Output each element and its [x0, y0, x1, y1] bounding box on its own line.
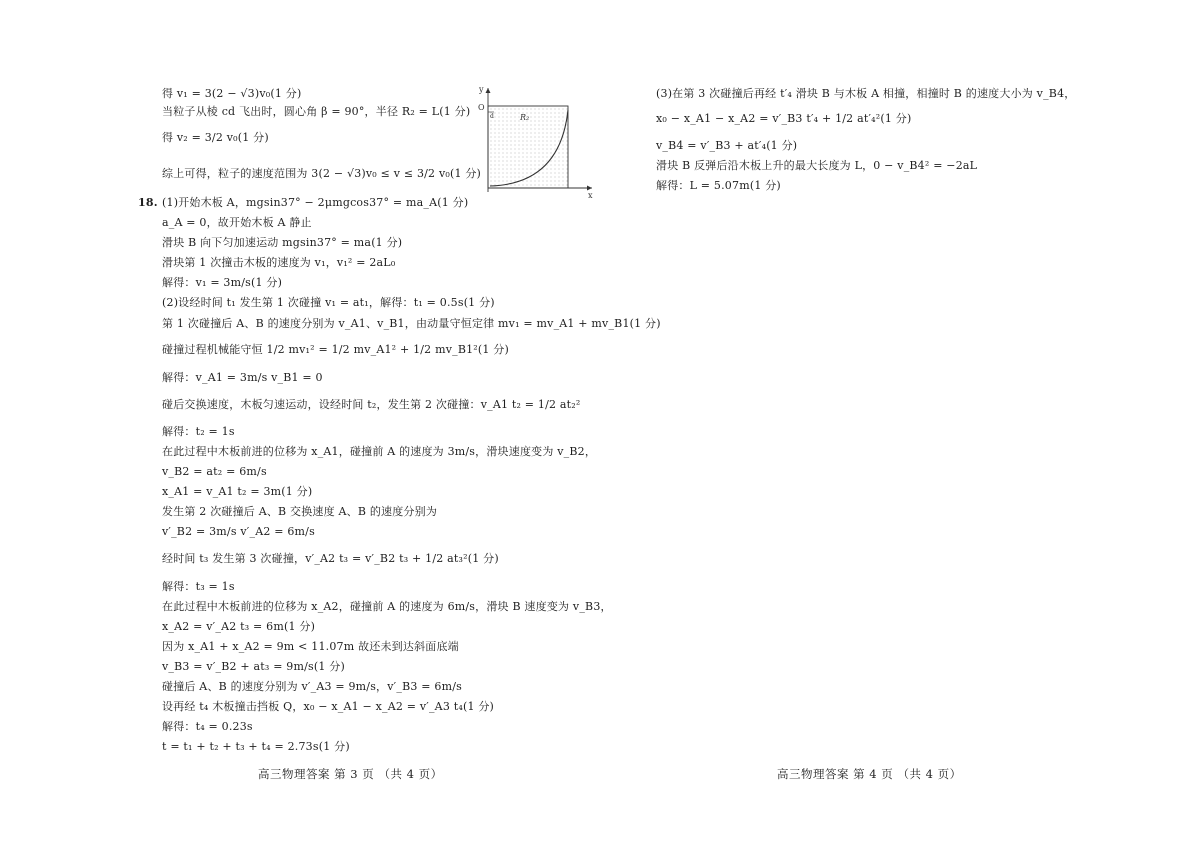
text-line: 解得：t₄ = 0.23s [162, 720, 253, 733]
text-line: 解得：t₂ = 1s [162, 425, 235, 438]
point-label: d [490, 113, 494, 120]
text-line: (1)开始木板 A，mgsin37° − 2μmgcos37° = ma_A(1 分) [162, 196, 469, 209]
text-line: 碰后交换速度，木板匀速运动，设经时间 t₂，发生第 2 次碰撞：v_A1 t₂ = 1/2 at₂² [162, 398, 581, 411]
text-line: 在此过程中木板前进的位移为 x_A1，碰撞前 A 的速度为 3m/s，滑块速度变为 v_B2， [162, 445, 597, 458]
text-line: x_A2 = v′_A2 t₃ = 6m(1 分) [162, 620, 316, 633]
text-line: 当粒子从棱 cd 飞出时，圆心角 β = 90°，半径 R₂ = L(1 分) [162, 105, 471, 118]
text-line: 因为 x_A1 + x_A2 = 9m < 11.07m 故还未到达斜面底端 [162, 640, 459, 653]
text-line: 解得：v_A1 = 3m/s v_B1 = 0 [162, 371, 323, 384]
question-number: 18. [138, 196, 158, 209]
y-axis-arrow-icon [486, 88, 491, 93]
origin-label: O [478, 103, 485, 112]
x-axis-arrow-icon [587, 186, 592, 191]
text-line: (3)在第 3 次碰撞后再经 t′₄ 滑块 B 与木板 A 相撞，相撞时 B 的速度大小为 v_B4， [656, 87, 1076, 100]
text-line: 滑块第 1 次撞击木板的速度为 v₁，v₁² = 2aL₀ [162, 256, 396, 269]
text-line: 解得：L = 5.07m(1 分) [656, 179, 781, 192]
text-line: 发生第 2 次碰撞后 A、B 交换速度 A、B 的速度分别为 [162, 505, 438, 518]
text-line: v_B4 = v′_B3 + at′₄(1 分) [656, 139, 798, 152]
answer-page-4 [600, 0, 1200, 849]
text-line: x_A1 = v_A1 t₂ = 3m(1 分) [162, 485, 313, 498]
text-line: t = t₁ + t₂ + t₃ + t₄ = 2.73s(1 分) [162, 740, 350, 753]
trajectory-diagram [474, 80, 598, 202]
text-line: 解得：t₃ = 1s [162, 580, 235, 593]
text-line: 综上可得，粒子的速度范围为 3(2 − √3)v₀ ≤ v ≤ 3/2 v₀(1 分) [162, 167, 482, 180]
text-line: v_B3 = v′_B2 + at₃ = 9m/s(1 分) [162, 660, 345, 673]
text-line: 得 v₁ = 3(2 − √3)v₀(1 分) [162, 87, 302, 100]
y-axis-label: y [479, 85, 484, 94]
page-footer: 高三物理答案 第 4 页 （共 4 页） [777, 767, 962, 781]
text-line: a_A = 0，故开始木板 A 静止 [162, 216, 312, 229]
text-line: 得 v₂ = 3/2 v₀(1 分) [162, 131, 269, 144]
x-axis-label: x [588, 191, 593, 200]
text-line: 设再经 t₄ 木板撞击挡板 Q，x₀ − x_A1 − x_A2 = v′_A3 t₄(1 分) [162, 700, 495, 713]
text-line: v′_B2 = 3m/s v′_A2 = 6m/s [162, 525, 315, 538]
text-line: 碰撞过程机械能守恒 1/2 mv₁² = 1/2 mv_A1² + 1/2 mv_B1²(1 分) [162, 343, 509, 356]
text-line: 滑块 B 向下匀加速运动 mgsin37° = ma(1 分) [162, 236, 403, 249]
radius-label: R₂ [520, 113, 530, 122]
text-line: x₀ − x_A1 − x_A2 = v′_B3 t′₄ + 1/2 at′₄²(1 分) [656, 112, 912, 125]
text-line: 第 1 次碰撞后 A、B 的速度分别为 v_A1、v_B1，由动量守恒定律 mv₁ = mv_A1 + mv_B1(1 分) [162, 317, 661, 330]
text-line: 在此过程中木板前进的位移为 x_A2，碰撞前 A 的速度为 6m/s，滑块 B 速度变为 v_B3， [162, 600, 612, 613]
text-line: 经时间 t₃ 发生第 3 次碰撞，v′_A2 t₃ = v′_B2 t₃ + 1/2 at₃²(1 分) [162, 552, 499, 565]
text-line: 解得：v₁ = 3m/s(1 分) [162, 276, 283, 289]
text-line: (2)设经时间 t₁ 发生第 1 次碰撞 v₁ = at₁，解得：t₁ = 0.5s(1 分) [162, 296, 495, 309]
trajectory-figure [474, 80, 598, 202]
text-line: v_B2 = at₂ = 6m/s [162, 465, 267, 478]
text-line: 碰撞后 A、B 的速度分别为 v′_A3 = 9m/s，v′_B3 = 6m/s [162, 680, 462, 693]
page-footer: 高三物理答案 第 3 页 （共 4 页） [258, 767, 443, 781]
text-line: 滑块 B 反弹后沿木板上升的最大长度为 L，0 − v_B4² = −2aL [656, 159, 978, 172]
